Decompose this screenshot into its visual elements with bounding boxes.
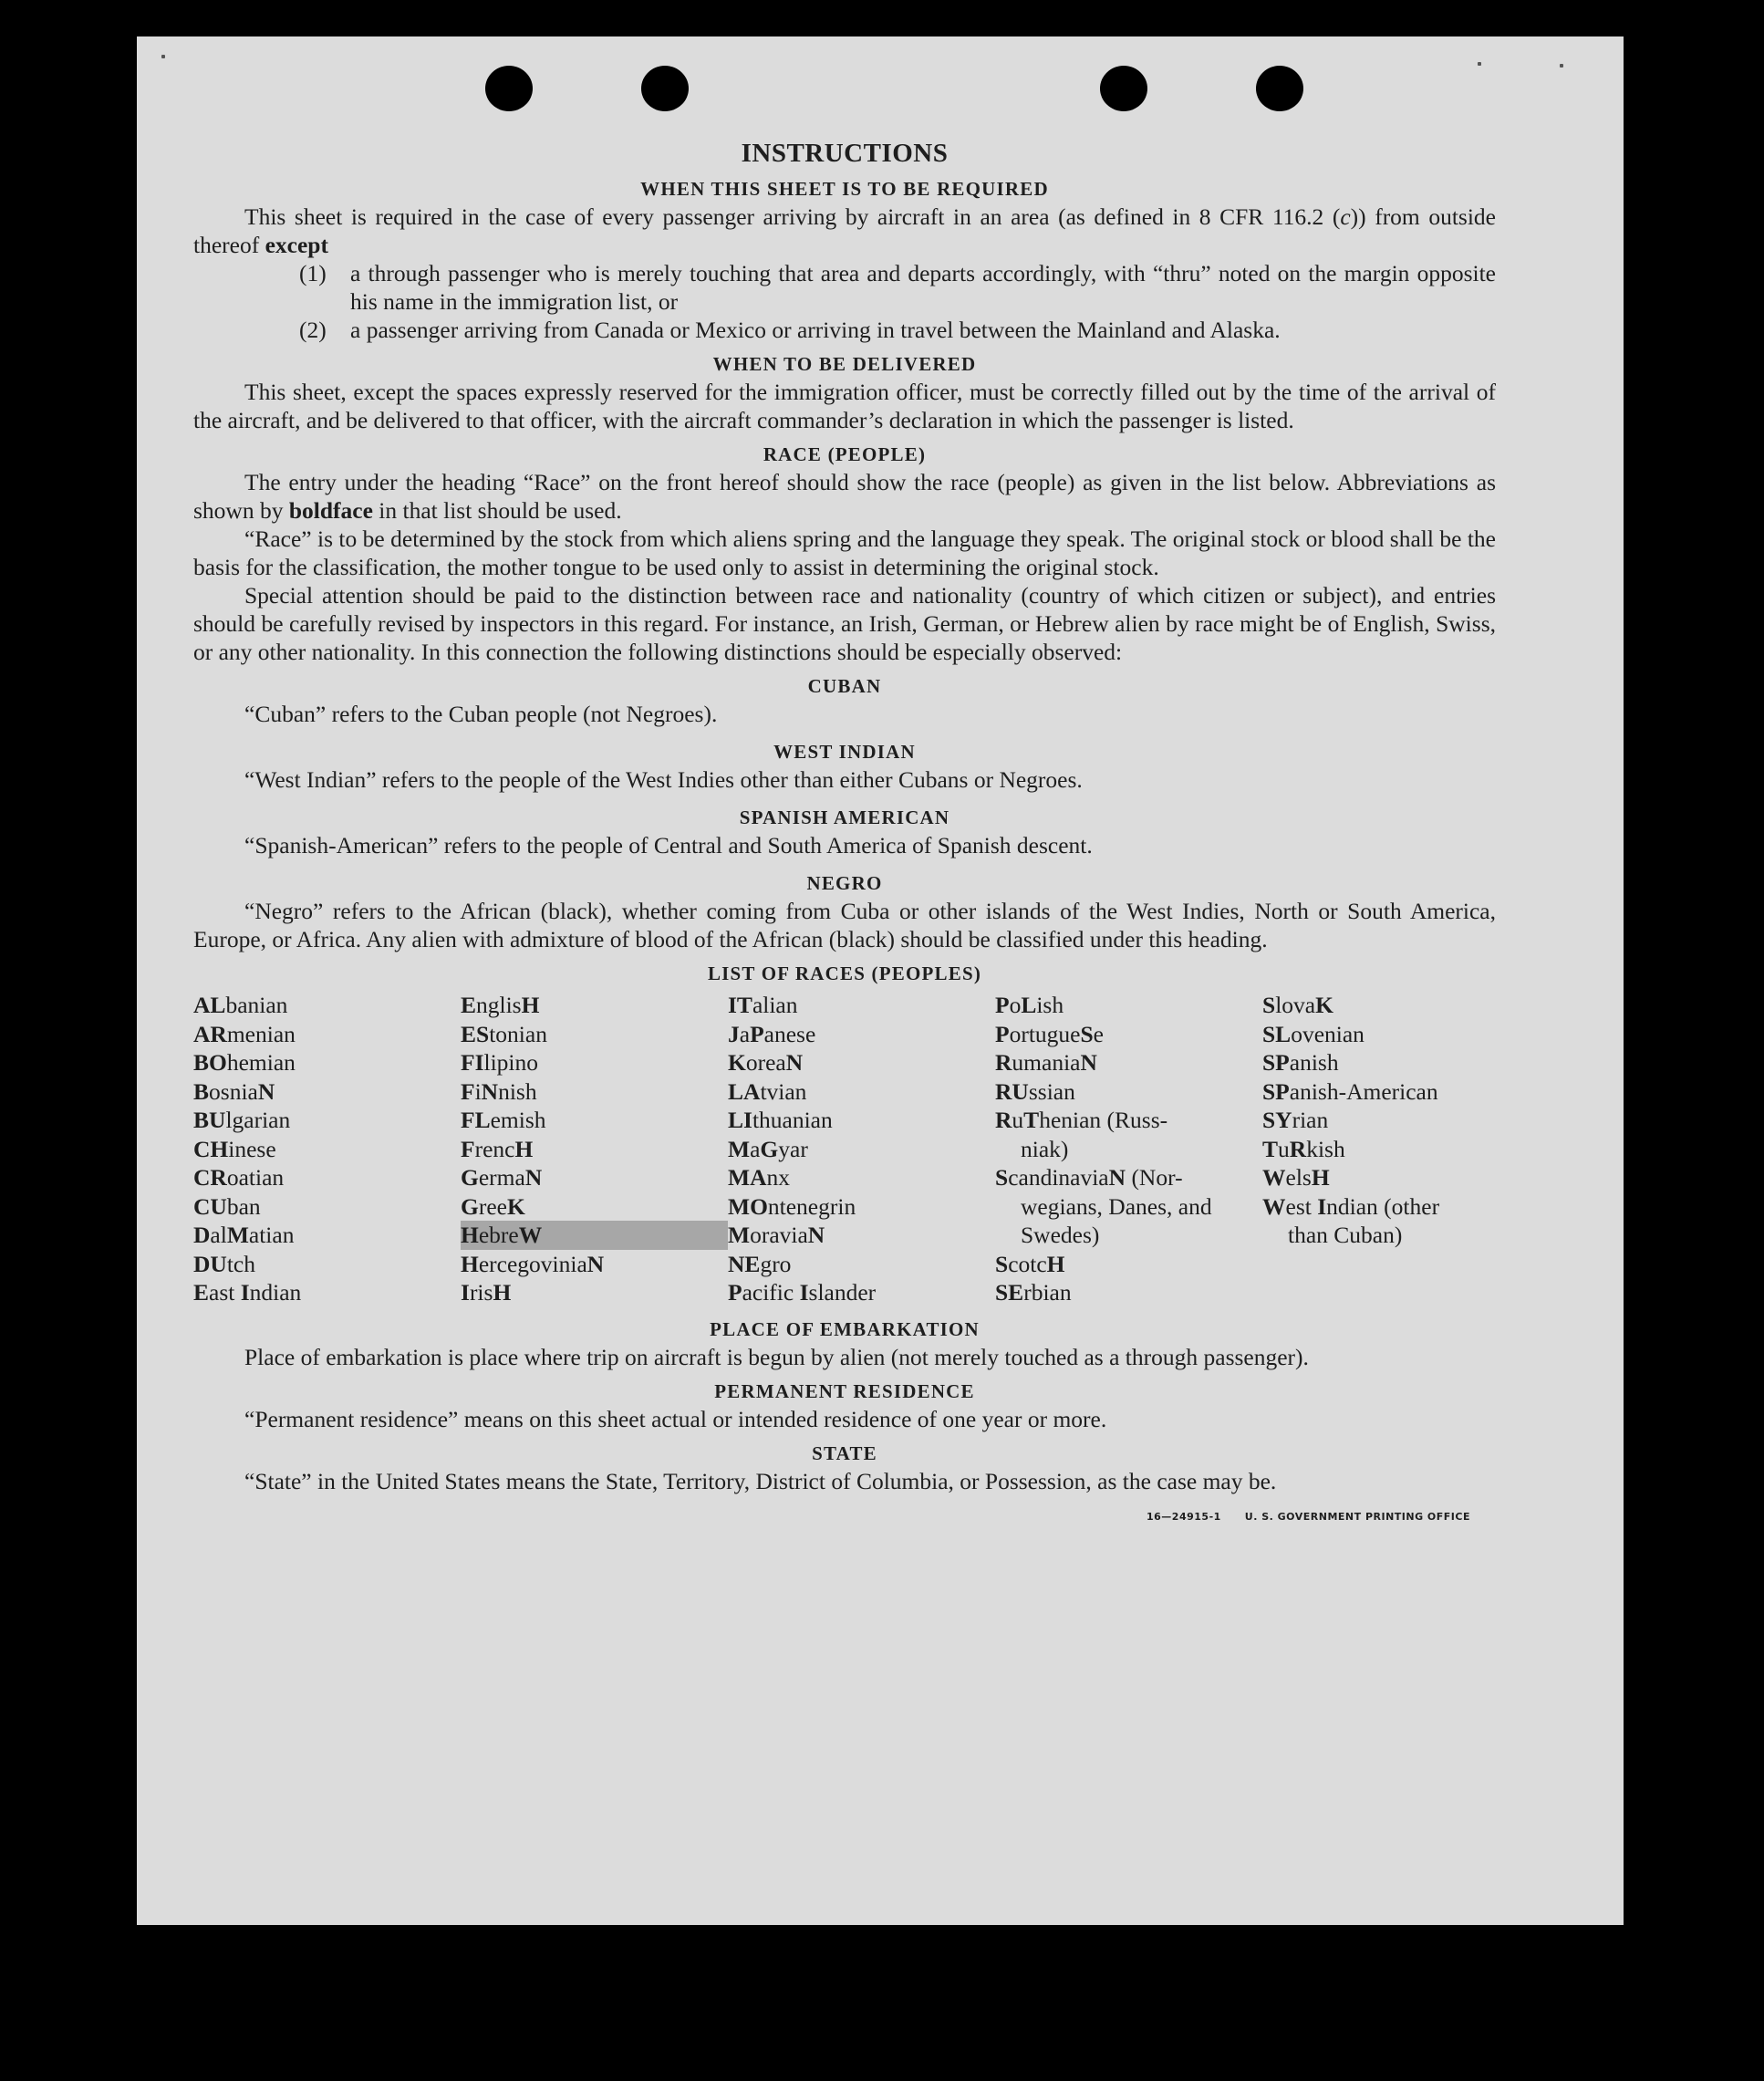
race-entry: PortugueSe bbox=[995, 1020, 1104, 1047]
race-entry: SLovenian bbox=[1262, 1020, 1365, 1047]
heading-race: RACE (PEOPLE) bbox=[763, 443, 927, 465]
race-entry: NEgro bbox=[728, 1250, 792, 1277]
race-entry: GreeK bbox=[461, 1192, 525, 1220]
race-entry: CRoatian bbox=[193, 1164, 285, 1191]
race-entry: West Indian (other bbox=[1262, 1192, 1440, 1220]
race-entry: FrencH bbox=[461, 1135, 534, 1162]
race-entry: HebreW bbox=[461, 1221, 728, 1250]
race-entry: ITalian bbox=[728, 992, 798, 1018]
race-entry: ScandinaviaN (Nor- bbox=[995, 1164, 1183, 1191]
heading-when-delivered: WHEN TO BE DELIVERED bbox=[712, 353, 977, 375]
negro-text: “Negro” refers to the African (black), whether coming from Cuba or other islands of the West Indies, North or South America, Europe, or Africa. Any alien with admixture of blood of the African (black) should be classified under this heading. bbox=[193, 898, 1496, 952]
dust-speck bbox=[1560, 64, 1563, 68]
race-entry: EnglisH bbox=[461, 992, 540, 1018]
race-entry: FIlipino bbox=[461, 1049, 539, 1076]
race-entry: DUtch bbox=[193, 1250, 255, 1277]
west-indian-text: “West Indian” refers to the people of the West Indies other than either Cubans or Negroes. bbox=[244, 766, 1083, 793]
race-entry: MOntenegrin bbox=[728, 1192, 856, 1220]
heading-permanent-residence: PERMANENT RESIDENCE bbox=[714, 1379, 975, 1402]
race-entry: CHinese bbox=[193, 1135, 276, 1162]
race-entry: SPanish bbox=[1262, 1049, 1339, 1076]
race-paragraph-1: The entry under the heading “Race” on the front hereof should show the race (people) as given in the list below. Abbreviations as shown by boldface in that list should be used. bbox=[193, 469, 1496, 524]
race-entry: East Indian bbox=[193, 1279, 302, 1306]
race-column bbox=[193, 991, 461, 1307]
punch-hole bbox=[1100, 66, 1147, 111]
race-entry: KoreaN bbox=[728, 1049, 804, 1076]
race-entry: FLemish bbox=[461, 1107, 546, 1133]
race-paragraph-3: Special attention should be paid to the distinction between race and nationality (country of which citizen or subject), and entries should be carefully revised by inspectors in this regard. For instance, an Irish, German, or Hebrew alien by race might be of English, Swiss, or any other nationality. In this connection the following distinctions should be especially observed: bbox=[193, 582, 1496, 665]
embarkation-text: Place of embarkation is place where trip on aircraft is begun by alien (not merely touched as a through passenger). bbox=[244, 1343, 1309, 1370]
heading-embarkation: PLACE OF EMBARKATION bbox=[710, 1317, 980, 1340]
race-entry: BOhemian bbox=[193, 1049, 296, 1076]
heading-cuban: CUBAN bbox=[807, 675, 882, 697]
heading-when-required: WHEN THIS SHEET IS TO BE REQUIRED bbox=[640, 178, 1049, 200]
race-entry-continuation: than Cuban) bbox=[1288, 1222, 1403, 1248]
race-column bbox=[461, 991, 728, 1307]
race-column bbox=[1262, 991, 1496, 1307]
race-entry: ALbanian bbox=[193, 992, 288, 1018]
heading-spanish-american: SPANISH AMERICAN bbox=[739, 806, 950, 828]
race-entry: IrisH bbox=[461, 1279, 512, 1306]
race-entry: WelsH bbox=[1262, 1164, 1330, 1191]
race-entry: EStonian bbox=[461, 1020, 547, 1047]
race-entry: Pacific Islander bbox=[728, 1279, 877, 1306]
spanish-american-text: “Spanish-American” refers to the people of Central and South America of Spanish descent. bbox=[244, 832, 1093, 858]
race-paragraph-2: “Race” is to be determined by the stock from which aliens spring and the language they speak. The original stock or blood shall be the basis for the classification, the mother tongue to be used only to assist in determining the original stock. bbox=[193, 525, 1496, 580]
race-entry: CUban bbox=[193, 1192, 261, 1220]
state-text: “State” in the United States means the State, Territory, District of Columbia, or Possession, as the case may be. bbox=[244, 1467, 1277, 1494]
race-entry: MaGyar bbox=[728, 1135, 808, 1162]
race-entry: LIthuanian bbox=[728, 1107, 833, 1133]
race-entry: ScotcH bbox=[995, 1250, 1065, 1277]
instructions-content bbox=[193, 139, 1496, 1523]
race-entry: TuRkish bbox=[1262, 1135, 1345, 1162]
race-entry: GermaN bbox=[461, 1164, 543, 1191]
printer-imprint bbox=[1147, 1511, 1470, 1523]
races-list bbox=[193, 991, 1496, 1307]
race-entry: ARmenian bbox=[193, 1020, 296, 1047]
race-entry: MAnx bbox=[728, 1164, 790, 1191]
race-entry: RumaniaN bbox=[995, 1049, 1097, 1076]
printer-name: U. S. GOVERNMENT PRINTING OFFICE bbox=[1244, 1510, 1470, 1523]
dust-speck bbox=[161, 55, 165, 58]
exception-item-2: (2) a passenger arriving from Canada or Mexico or arriving in travel between the Mainland and Alaska. bbox=[299, 317, 1281, 343]
race-entry-continuation: niak) bbox=[1021, 1135, 1069, 1162]
dust-speck bbox=[1478, 62, 1481, 66]
punch-hole bbox=[485, 66, 533, 111]
race-column bbox=[995, 991, 1262, 1307]
punch-hole bbox=[1256, 66, 1303, 111]
race-entry: DalMatian bbox=[193, 1222, 295, 1248]
exception-item-1: (1) a through passenger who is merely touching that area and departs accordingly, with “thru” noted on the margin opposite his name in the immigration list, or bbox=[299, 260, 1496, 315]
heading-west-indian: WEST INDIAN bbox=[773, 741, 916, 763]
race-entry: BosniaN bbox=[193, 1077, 275, 1105]
race-entry: FiNnish bbox=[461, 1077, 537, 1105]
race-entry: LAtvian bbox=[728, 1077, 807, 1105]
heading-state: STATE bbox=[812, 1441, 877, 1464]
punch-hole bbox=[641, 66, 689, 111]
race-column bbox=[728, 991, 995, 1307]
race-entry: JaPanese bbox=[728, 1020, 816, 1047]
race-entry: SErbian bbox=[995, 1279, 1072, 1306]
when-required-intro: This sheet is required in the case of every passenger arriving by aircraft in an area (as defined in 8 CFR 116.2 (c)) from outside thereof except bbox=[193, 203, 1496, 258]
race-entry: MoraviaN bbox=[728, 1222, 825, 1248]
when-delivered-text: This sheet, except the spaces expressly reserved for the immigration officer, must be correctly filled out by the time of the arrival of the aircraft, and be delivered to that officer, with the aircraft commander’s declaration in which the passenger is listed. bbox=[193, 379, 1496, 433]
heading-negro: NEGRO bbox=[806, 872, 883, 894]
heading-list-of-races: LIST OF RACES (PEOPLES) bbox=[707, 962, 982, 984]
race-entry: RuThenian (Russ- bbox=[995, 1107, 1168, 1133]
race-entry: HercegoviniaN bbox=[461, 1250, 605, 1277]
race-entry: RUssian bbox=[995, 1077, 1075, 1105]
race-entry: SPanish-American bbox=[1262, 1077, 1438, 1105]
form-number: 16—24915-1 bbox=[1147, 1510, 1221, 1523]
race-entry: PoLish bbox=[995, 992, 1064, 1018]
race-entry-continuation: wegians, Danes, and Swedes) bbox=[1021, 1192, 1212, 1248]
race-entry: BUlgarian bbox=[193, 1107, 291, 1133]
permanent-residence-text: “Permanent residence” means on this sheet actual or intended residence of one year or more. bbox=[244, 1405, 1107, 1432]
race-entry: SlovaK bbox=[1262, 992, 1333, 1018]
cuban-text: “Cuban” refers to the Cuban people (not Negroes). bbox=[244, 701, 718, 727]
page-title: INSTRUCTIONS bbox=[741, 139, 949, 168]
document-page bbox=[137, 36, 1624, 1925]
race-entry: SYrian bbox=[1262, 1107, 1329, 1133]
